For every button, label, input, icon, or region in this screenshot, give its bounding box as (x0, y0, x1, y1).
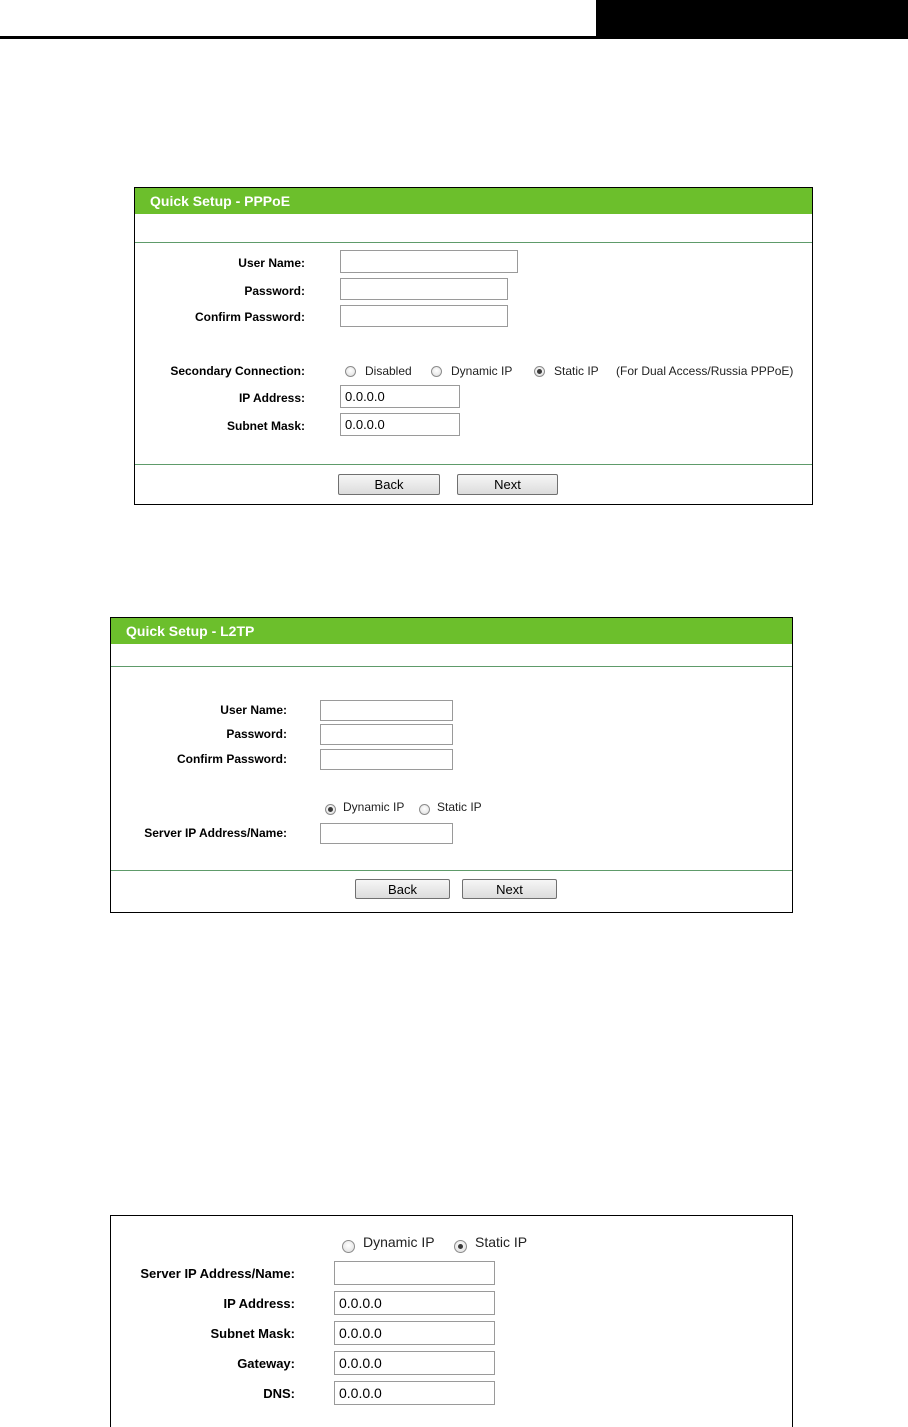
pppoe-radio-dynamic-ip[interactable] (431, 366, 442, 377)
l2tp-static-dns-input[interactable] (334, 1381, 495, 1405)
l2tp-static-gateway-label: Gateway: (237, 1356, 295, 1371)
l2tp-static-ip-address-input[interactable] (334, 1291, 495, 1315)
l2tp-server-label: Server IP Address/Name: (144, 826, 287, 840)
l2tp-top-divider (111, 666, 792, 667)
l2tp-static-radio-dynamic-ip[interactable] (342, 1240, 355, 1253)
l2tp-bottom-divider (111, 870, 792, 871)
l2tp-static-radio-static-ip-label: Static IP (475, 1234, 528, 1250)
pppoe-password-input[interactable] (340, 278, 508, 300)
l2tp-static-dns-label: DNS: (263, 1386, 295, 1401)
pppoe-ip-address-input[interactable] (340, 385, 460, 408)
l2tp-static-subnet-mask-input[interactable] (334, 1321, 495, 1345)
pppoe-next-button[interactable]: Next (457, 474, 558, 495)
l2tp-static-gateway-input[interactable] (334, 1351, 495, 1375)
l2tp-user-name-label: User Name: (220, 703, 287, 717)
page-header-block (596, 0, 908, 39)
pppoe-subnet-mask-input[interactable] (340, 413, 460, 436)
pppoe-secondary-connection-label: Secondary Connection: (170, 364, 305, 378)
pppoe-password-label: Password: (244, 284, 305, 298)
l2tp-static-server-input[interactable] (334, 1261, 495, 1285)
l2tp-static-server-label: Server IP Address/Name: (140, 1266, 295, 1281)
l2tp-confirm-password-input[interactable] (320, 749, 453, 770)
l2tp-confirm-password-label: Confirm Password: (176, 752, 287, 766)
pppoe-confirm-password-input[interactable] (340, 305, 508, 327)
pppoe-back-button[interactable]: Back (338, 474, 440, 495)
l2tp-static-radio-static-ip[interactable] (454, 1240, 467, 1253)
l2tp-radio-dynamic-ip[interactable] (325, 804, 336, 815)
pppoe-user-name-input[interactable] (340, 250, 518, 273)
pppoe-top-divider (135, 242, 812, 243)
l2tp-static-subnet-mask-label: Subnet Mask: (210, 1326, 295, 1341)
l2tp-server-input[interactable] (320, 823, 453, 844)
pppoe-radio-static-ip[interactable] (534, 366, 545, 377)
pppoe-ip-address-label: IP Address: (238, 391, 305, 405)
pppoe-radio-disabled[interactable] (345, 366, 356, 377)
l2tp-back-button[interactable]: Back (355, 879, 450, 899)
pppoe-bottom-divider (135, 464, 812, 465)
l2tp-panel-title: Quick Setup - L2TP (111, 618, 792, 644)
pppoe-radio-disabled-label: Disabled (365, 364, 412, 378)
l2tp-radio-static-ip-label: Static IP (437, 800, 482, 814)
pppoe-radio-dynamic-ip-label: Dynamic IP (451, 364, 513, 378)
l2tp-password-input[interactable] (320, 724, 453, 745)
l2tp-static-radio-dynamic-ip-label: Dynamic IP (363, 1234, 435, 1250)
l2tp-user-name-input[interactable] (320, 700, 453, 721)
pppoe-radio-static-ip-label: Static IP (554, 364, 599, 378)
l2tp-static-ip-address-label: IP Address: (223, 1296, 295, 1311)
pppoe-user-name-label: User Name: (238, 256, 305, 270)
l2tp-radio-dynamic-ip-label: Dynamic IP (343, 800, 405, 814)
pppoe-confirm-password-label: Confirm Password: (194, 310, 305, 324)
l2tp-static-panel (110, 1215, 793, 1427)
pppoe-panel (134, 187, 813, 505)
pppoe-subnet-mask-label: Subnet Mask: (226, 419, 305, 433)
pppoe-panel-title: Quick Setup - PPPoE (135, 188, 812, 214)
l2tp-next-button[interactable]: Next (462, 879, 557, 899)
l2tp-panel (110, 617, 793, 913)
l2tp-radio-static-ip[interactable] (419, 804, 430, 815)
l2tp-password-label: Password: (226, 727, 287, 741)
pppoe-secondary-note: (For Dual Access/Russia PPPoE) (616, 364, 794, 378)
